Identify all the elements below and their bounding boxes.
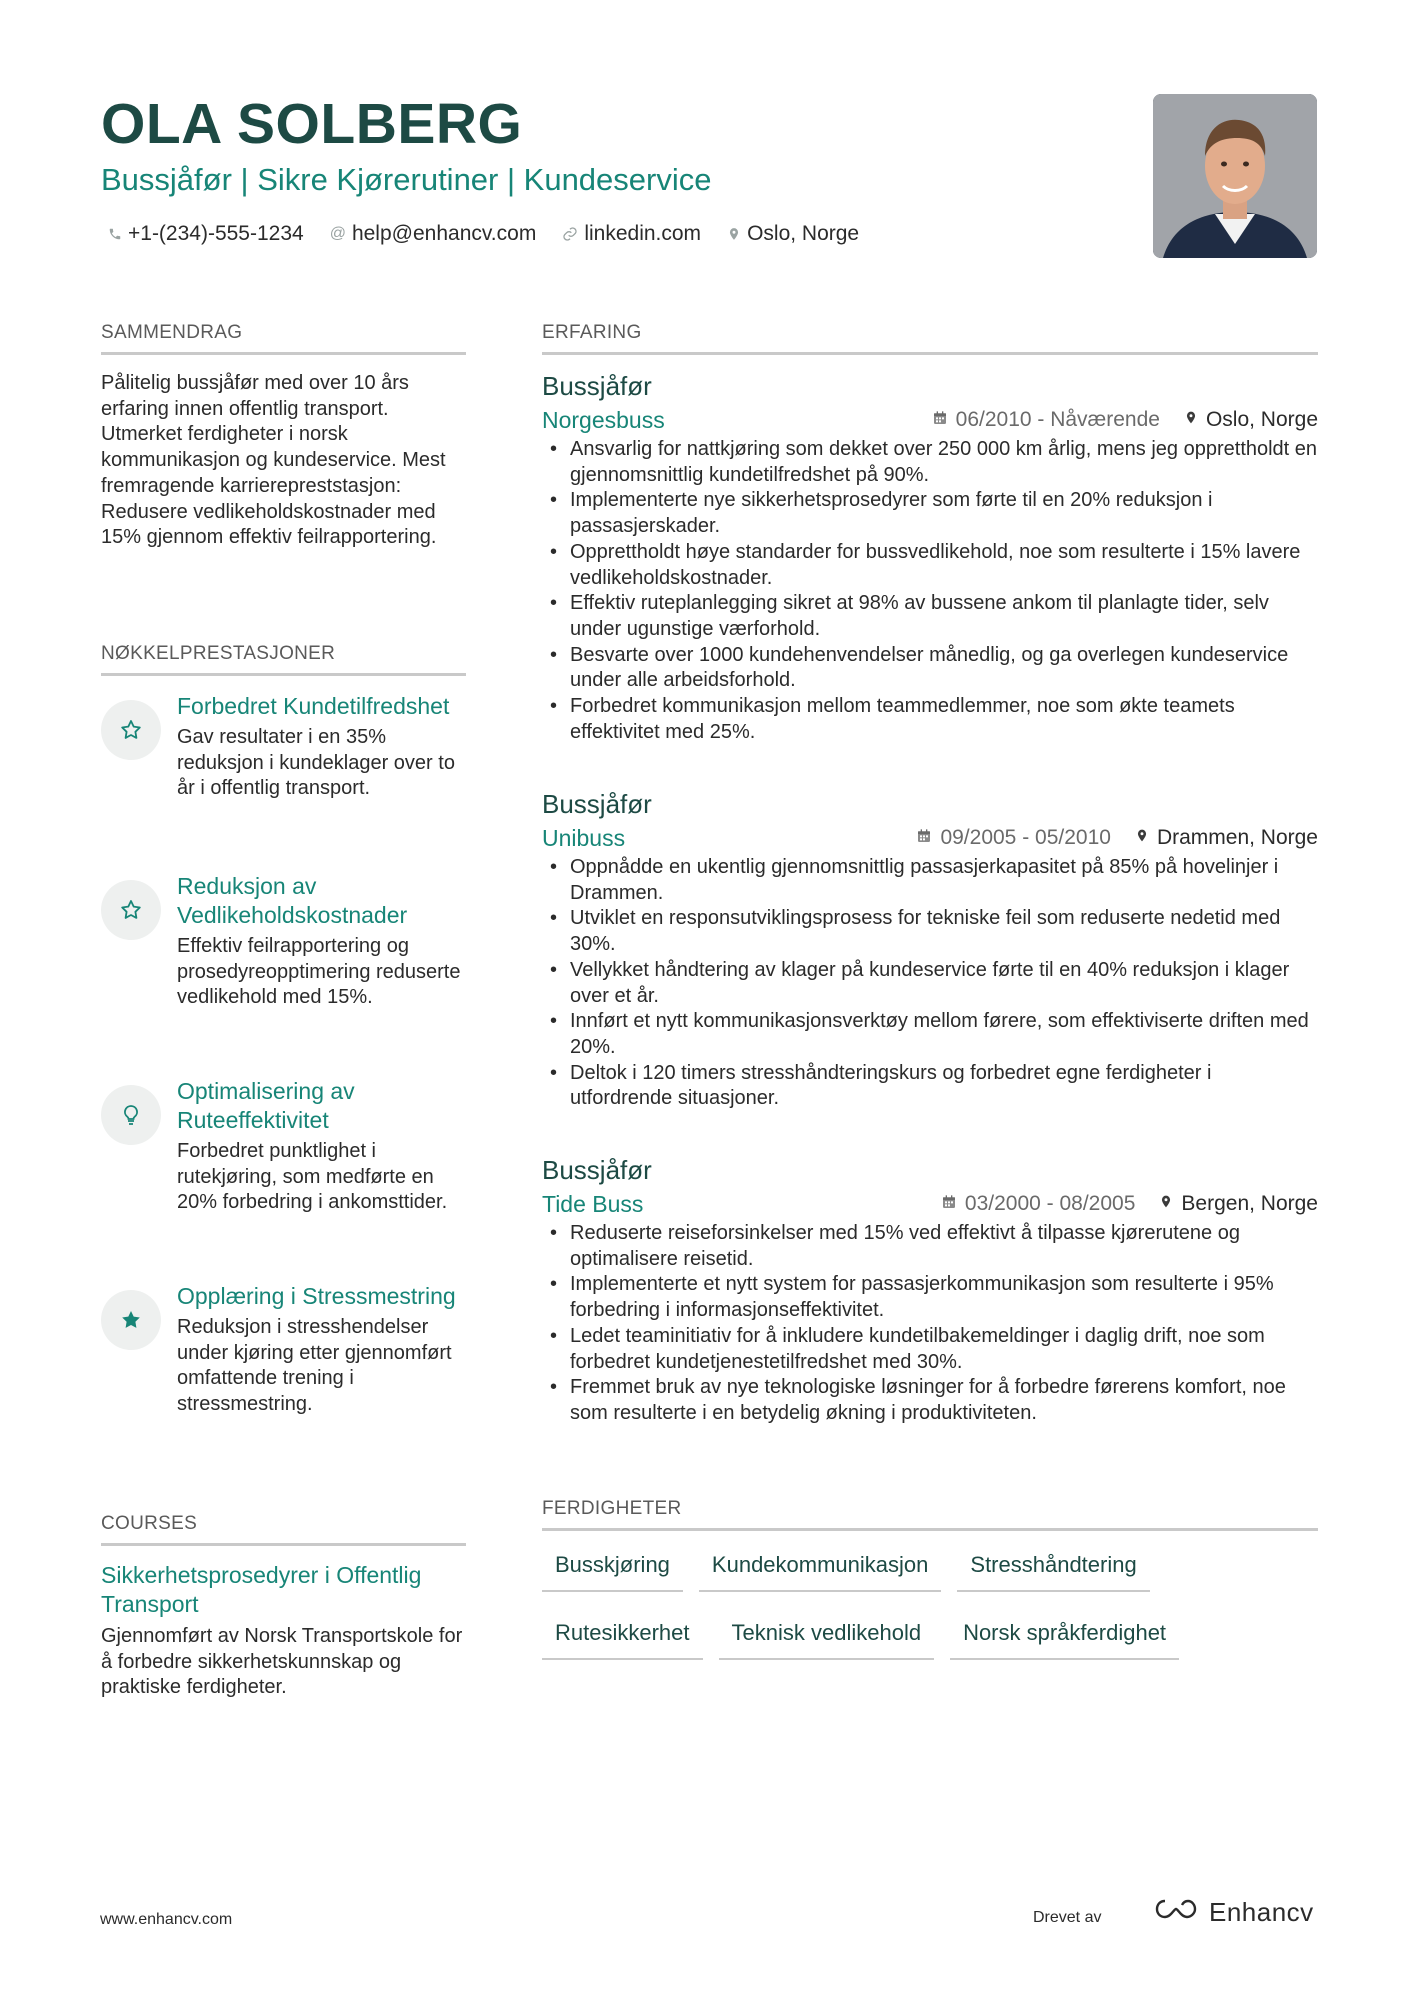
job-bullet: • Deltok i 120 timers stresshåndteringskurs og forbedret egne ferdigheter i utfordrende situasjoner.: [542, 1061, 1318, 1112]
location-text: Oslo, Norge: [747, 222, 860, 245]
email-text: help@enhancv.com: [351, 222, 537, 245]
job-bullet: • Oppnådde en ukentlig gjennomsnittlig passasjerkapasitet på 85% på hovelinjer i Drammen.: [542, 855, 1318, 906]
skill-tag: Busskjøring: [542, 1546, 683, 1592]
phone-icon: [108, 227, 122, 241]
contact-email[interactable]: [330, 218, 537, 250]
profile-photo: [1153, 94, 1317, 258]
link-icon: [562, 226, 578, 242]
course-desc: Gjennomført av Norsk Transportskole for å forbedre sikkerhetskunnskap og praktiske ferdigheter.: [101, 1625, 463, 1699]
achievement-desc: Reduksjon i stresshendelser under kjøring etter gjennomført omfattende trening i stressmestring.: [177, 1316, 452, 1416]
job-company: Tide Buss: [542, 1191, 644, 1217]
achievement-title: Optimalisering av Ruteeffektivitet: [177, 1078, 355, 1133]
section-skills-title: FERDIGHETER: [542, 1496, 1318, 1531]
job-bullets: [542, 855, 1318, 1112]
achievement-item: [101, 1282, 466, 1418]
calendar-icon: [932, 405, 948, 435]
footer-url[interactable]: www.enhancv.com: [100, 1911, 233, 1928]
job-bullet: • Innført et nytt kommunikasjonsverktøy mellom førere, som effektiviserte driften med 20%.: [542, 1009, 1318, 1060]
section-achievements-title: NØKKELPRESTASJONER: [101, 641, 466, 676]
achievement-item: [101, 1077, 466, 1216]
achievement-title: Forbedret Kundetilfredshet: [177, 693, 450, 719]
job-role: Bussjåfør: [542, 1155, 652, 1185]
job-bullet: • Ledet teaminitiativ for å inkludere kundetilbakemeldinger i daglig drift, noe som forbedret kundetjenestetilfredshet med 30%.: [542, 1324, 1318, 1375]
skill-tag: Rutesikkerhet: [542, 1614, 703, 1660]
job-bullet: • Opprettholdt høye standarder for bussvedlikehold, noe som resulterte i 15% lavere vedlikeholdskostnader.: [542, 540, 1318, 591]
map-pin-icon: [1135, 823, 1149, 853]
achievement-desc: Gav resultater i en 35% reduksjon i kundeklager over to år i offentlig transport.: [177, 726, 455, 800]
skill-tag: Norsk språkferdighet: [950, 1614, 1179, 1660]
enhancv-logo[interactable]: [1153, 1897, 1314, 1928]
at-icon: @: [329, 225, 346, 242]
lightbulb-icon: [101, 1085, 161, 1145]
section-summary-title: SAMMENDRAG: [101, 320, 466, 355]
job-dates: 09/2005 - 05/2010: [940, 826, 1111, 849]
job-bullet: • Implementerte et nytt system for passasjerkommunikasjon som resulterte i 95% forbedring i informasjonseffektivitet.: [542, 1272, 1318, 1323]
course-title: Sikkerhetsprosedyrer i Offentlig Transport: [101, 1562, 422, 1617]
section-experience-title: ERFARING: [542, 320, 1318, 355]
contact-location: [727, 218, 859, 250]
map-pin-icon: [1159, 1189, 1173, 1219]
star-outline-icon: [101, 880, 161, 940]
footer-powered-by: Drevet av: [1033, 1909, 1102, 1926]
star-outline-icon: [101, 700, 161, 760]
summary-text: Pålitelig bussjåfør med over 10 års erfaring innen offentlig transport. Utmerket ferdigheter i norsk kommunikasjon og kundeservice. Mest fremragende karrierepreststasjon: Redusere vedlikeholdskostnader med 15% gjennom effektiv feilrapportering.: [101, 372, 446, 549]
map-pin-icon: [1184, 405, 1198, 435]
star-filled-icon: [101, 1290, 161, 1350]
job-location: Oslo, Norge: [1205, 408, 1318, 431]
job-bullet: • Vellykket håndtering av klager på kundeservice førte til en 40% reduksjon i klager over et år.: [542, 958, 1318, 1009]
job-entry: [542, 787, 1318, 1112]
infinity-logo-icon: [1153, 1897, 1199, 1928]
linkedin-text: linkedin.com: [584, 222, 702, 245]
section-courses-title: COURSES: [101, 1511, 466, 1546]
job-bullet: • Forbedret kommunikasjon mellom teammedlemmer, noe som økte teamets effektivitet med 25%.: [542, 694, 1318, 745]
skill-tag: Kundekommunikasjon: [699, 1546, 941, 1592]
achievement-title: Reduksjon av Vedlikeholdskostnader: [177, 873, 408, 928]
contact-linkedin[interactable]: [562, 218, 701, 250]
brand-name: Enhancv: [1209, 1897, 1314, 1927]
candidate-title: Bussjåfør | Sikre Kjørerutiner | Kundeservice: [101, 162, 712, 197]
contact-phone[interactable]: [108, 218, 304, 250]
achievement-title: Opplæring i Stressmestring: [177, 1283, 456, 1309]
job-bullet: • Reduserte reiseforsinkelser med 15% ved effektivt å tilpasse kjørerutene og optimalisere reisetid.: [542, 1221, 1318, 1272]
job-bullets: [542, 437, 1318, 745]
job-bullet: • Ansvarlig for nattkjøring som dekket over 250 000 km årlig, mens jeg opprettholdt en gjennomsnittlig kundetilfredshet på 90%.: [542, 437, 1318, 488]
phone-text: +1-(234)-555-1234: [128, 222, 304, 245]
job-location: Bergen, Norge: [1181, 1192, 1318, 1215]
skill-tag: Teknisk vedlikehold: [719, 1614, 935, 1660]
skill-tag: Stresshåndtering: [957, 1546, 1149, 1592]
job-location: Drammen, Norge: [1156, 826, 1318, 849]
calendar-icon: [916, 823, 932, 853]
job-role: Bussjåfør: [542, 789, 652, 819]
job-company: Norgesbuss: [542, 407, 665, 433]
achievement-desc: Forbedret punktlighet i rutekjøring, som medførte en 20% forbedring i ankomsttider.: [177, 1140, 448, 1214]
calendar-icon: [941, 1189, 957, 1219]
job-dates: 03/2000 - 08/2005: [964, 1192, 1136, 1215]
contact-bar: [108, 218, 859, 250]
job-bullet: • Besvarte over 1000 kundehenvendelser månedlig, og ga overlegen kundeservice under alle arbeidsforhold.: [542, 643, 1318, 694]
job-role: Bussjåfør: [542, 371, 652, 401]
job-bullet: • Implementerte nye sikkerhetsprosedyrer som førte til en 20% reduksjon i passasjerskader.: [542, 488, 1318, 539]
job-bullet: • Fremmet bruk av nye teknologiske løsninger for å forbedre førerens komfort, noe som resulterte i en betydelig økning i produktiviteten.: [542, 1375, 1318, 1426]
job-entry: [542, 1153, 1318, 1427]
job-entry: [542, 369, 1318, 745]
map-pin-icon: [727, 226, 741, 242]
candidate-name: OLA SOLBERG: [101, 92, 523, 156]
job-dates: 06/2010 - Nåværende: [955, 408, 1160, 431]
job-company: Unibuss: [542, 825, 626, 851]
achievement-desc: Effektiv feilrapportering og prosedyreopptimering reduserte vedlikehold med 15%.: [177, 935, 461, 1009]
achievement-item: [101, 872, 466, 1011]
skills-list: [542, 1546, 1318, 1682]
job-bullet: • Effektiv ruteplanlegging sikret at 98% av bussene ankom til planlagte tider, selv under ugunstige værforhold.: [542, 591, 1318, 642]
achievement-item: [101, 692, 466, 802]
job-bullets: [542, 1221, 1318, 1427]
job-bullet: • Utviklet en responsutviklingsprosess for tekniske feil som reduserte nedetid med 30%.: [542, 906, 1318, 957]
